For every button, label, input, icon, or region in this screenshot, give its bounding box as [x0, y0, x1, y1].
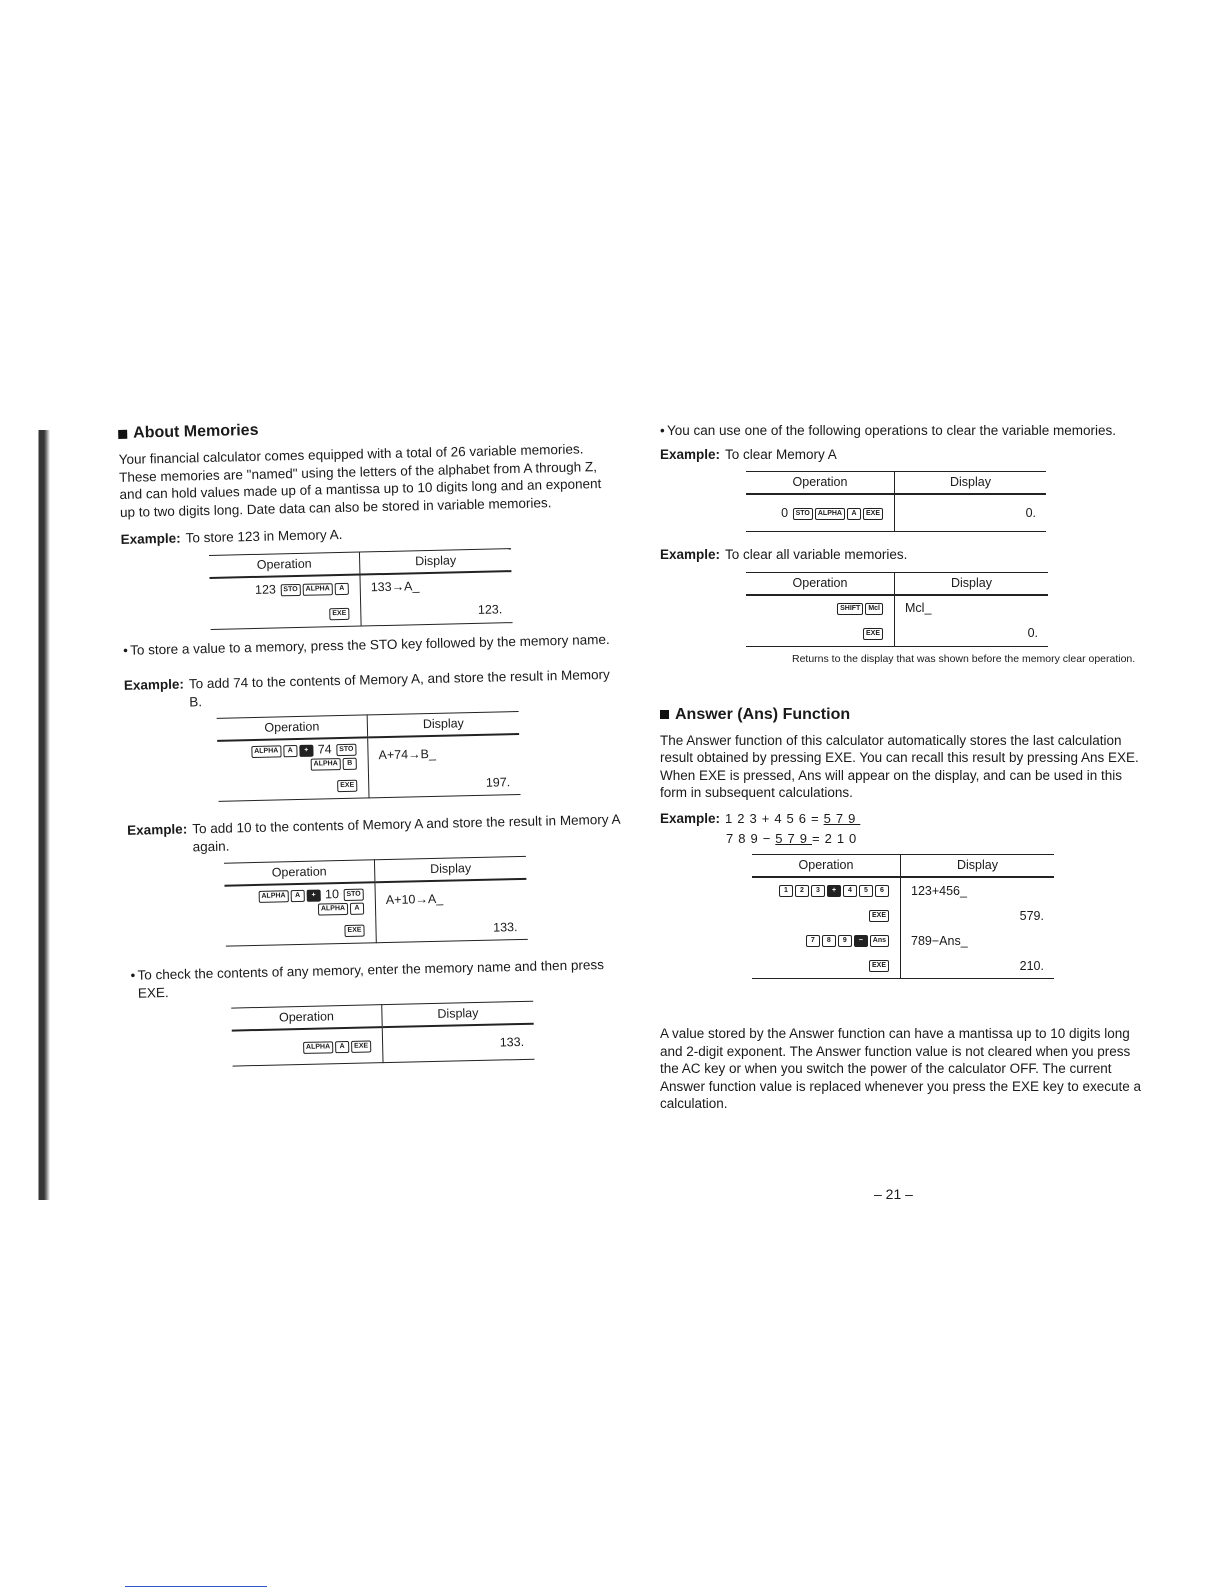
example-clear-all: Example: To clear all variable memories.	[660, 547, 908, 562]
shift-key-icon: SHIFT	[837, 603, 863, 615]
plus-key-icon: +	[306, 889, 320, 901]
five-key-icon: 5	[859, 885, 873, 897]
eight-key-icon: 8	[822, 935, 836, 947]
alpha-key-icon: ALPHA	[303, 583, 333, 596]
section-heading-answer: Answer (Ans) Function	[660, 706, 1145, 724]
left-page	[118, 414, 632, 1069]
section-heading-memories: About Memories	[118, 414, 618, 443]
a-key-icon: A	[335, 583, 349, 595]
bullet-clear: • You can use one of the following operations to clear the variable memories.	[660, 423, 1117, 438]
minus-key-icon: −	[854, 935, 868, 947]
exe-key-icon: EXE	[863, 508, 883, 520]
right-page	[660, 422, 1145, 1113]
operation-table-clear-all: Operation Display SHIFT Mcl Mcl_ EXE 0.	[746, 572, 1048, 647]
sto-key-icon: STO	[280, 584, 301, 596]
example-answer: Example: 123+456=579	[660, 810, 861, 826]
page-number: – 21 –	[874, 1186, 913, 1202]
sto-key-icon: STO	[336, 743, 357, 755]
example-clear-a: Example: To clear Memory A	[660, 446, 837, 462]
three-key-icon: 3	[811, 885, 825, 897]
operation-table-clear-a: Operation Display 0 STO ALPHA A EXE 0.	[746, 471, 1046, 532]
binding-edge	[36, 430, 52, 1200]
example-2: Example: To add 74 to the contents of Memory A, and store the result in Memory B.	[123, 666, 610, 709]
square-bullet-icon	[660, 710, 669, 719]
alpha-key-icon: ALPHA	[310, 758, 340, 771]
operation-table-3: Operation Display ALPHA A + 10 STOALPHA A A+10→A_ EXE 133.	[224, 856, 528, 947]
alpha-key-icon: ALPHA	[258, 890, 288, 903]
a-key-icon: A	[290, 890, 304, 902]
alpha-key-icon: ALPHA	[303, 1041, 333, 1054]
two-key-icon: 2	[795, 885, 809, 897]
six-key-icon: 6	[875, 885, 889, 897]
ans-key-icon: Ans	[870, 935, 889, 947]
exe-key-icon: EXE	[337, 780, 357, 792]
answer-paragraph-2: When EXE is pressed, Ans will appear on the display, and can be used in this form in subsequent calculations.	[660, 767, 1123, 800]
alpha-key-icon: ALPHA	[318, 903, 348, 916]
exe-key-icon: EXE	[344, 925, 364, 937]
a-key-icon: A	[350, 902, 364, 914]
exe-key-icon: EXE	[863, 628, 883, 640]
bullet-check: • To check the contents of any memory, enter the memory name and then press EXE.	[130, 957, 605, 1001]
sto-key-icon: STO	[343, 888, 364, 900]
operation-table-4: Operation Display ALPHA A EXE 133.	[231, 1001, 534, 1067]
four-key-icon: 4	[843, 885, 857, 897]
alpha-key-icon: ALPHA	[251, 745, 281, 758]
intro-paragraph: Your financial calculator comes equipped with a total of 26 variable memories. These memories are "named" using the letters of the alphabet from A through Z, and can hold values made up of a mantissa up to 10 digits long and an exponent up to two digits long. Date data can also be stored in variable memories.	[118, 441, 602, 520]
a-key-icon: A	[335, 1041, 349, 1053]
example-answer-line-2: 789−579=210	[726, 831, 862, 846]
nine-key-icon: 9	[838, 935, 852, 947]
square-bullet-icon	[118, 429, 127, 438]
example-3: Example: To add 10 to the contents of Memory A and store the result in Memory A again.	[127, 811, 621, 854]
memory-clear-note: Returns to the display that was shown before the memory clear operation.	[792, 652, 1136, 665]
answer-paragraph-1: The Answer function of this calculator automatically stores the last calculation result obtained by pressing EXE. You can recall this result by pressing Ans EXE.	[660, 732, 1139, 765]
alpha-key-icon: ALPHA	[815, 508, 845, 520]
answer-paragraph-3: A value stored by the Answer function can have a mantissa up to 10 digits long and 2-digit exponent. The Answer function value is not cleared when you press the AC key or when you switch the power of the calculator OFF. The current Answer function value is replaced whenever you press the EXE key to execute a calculation.	[660, 1026, 1142, 1111]
plus-key-icon: +	[299, 744, 313, 756]
bullet-store: • To store a value to a memory, press the STO key followed by the memory name.	[122, 631, 610, 658]
example-1: Example: To store 123 in Memory A.	[120, 526, 343, 547]
a-key-icon: A	[283, 745, 297, 757]
b-key-icon: B	[343, 757, 357, 769]
operation-table-1: Operation Display 123 STO ALPHA A 133→A_ EXE 123.	[209, 548, 513, 630]
exe-key-icon: EXE	[869, 910, 889, 922]
operation-table-answer: Operation Display 1 2 3 + 4 5 6 123+456_ EXE 579. 7 8 9 − Ans 789−Ans_ EXE 210.	[752, 854, 1054, 979]
sto-key-icon: STO	[793, 508, 813, 520]
a-key-icon: A	[847, 508, 861, 520]
operation-table-2: Operation Display ALPHA A + 74 STOALPHA B A+74→B_ EXE 197.	[217, 711, 521, 802]
exe-key-icon: EXE	[351, 1040, 371, 1052]
one-key-icon: 1	[779, 885, 793, 897]
seven-key-icon: 7	[806, 935, 820, 947]
exe-key-icon: EXE	[329, 608, 349, 620]
exe-key-icon: EXE	[869, 960, 889, 972]
plus-key-icon: +	[827, 885, 841, 897]
mcl-key-icon: Mcl	[865, 603, 883, 615]
